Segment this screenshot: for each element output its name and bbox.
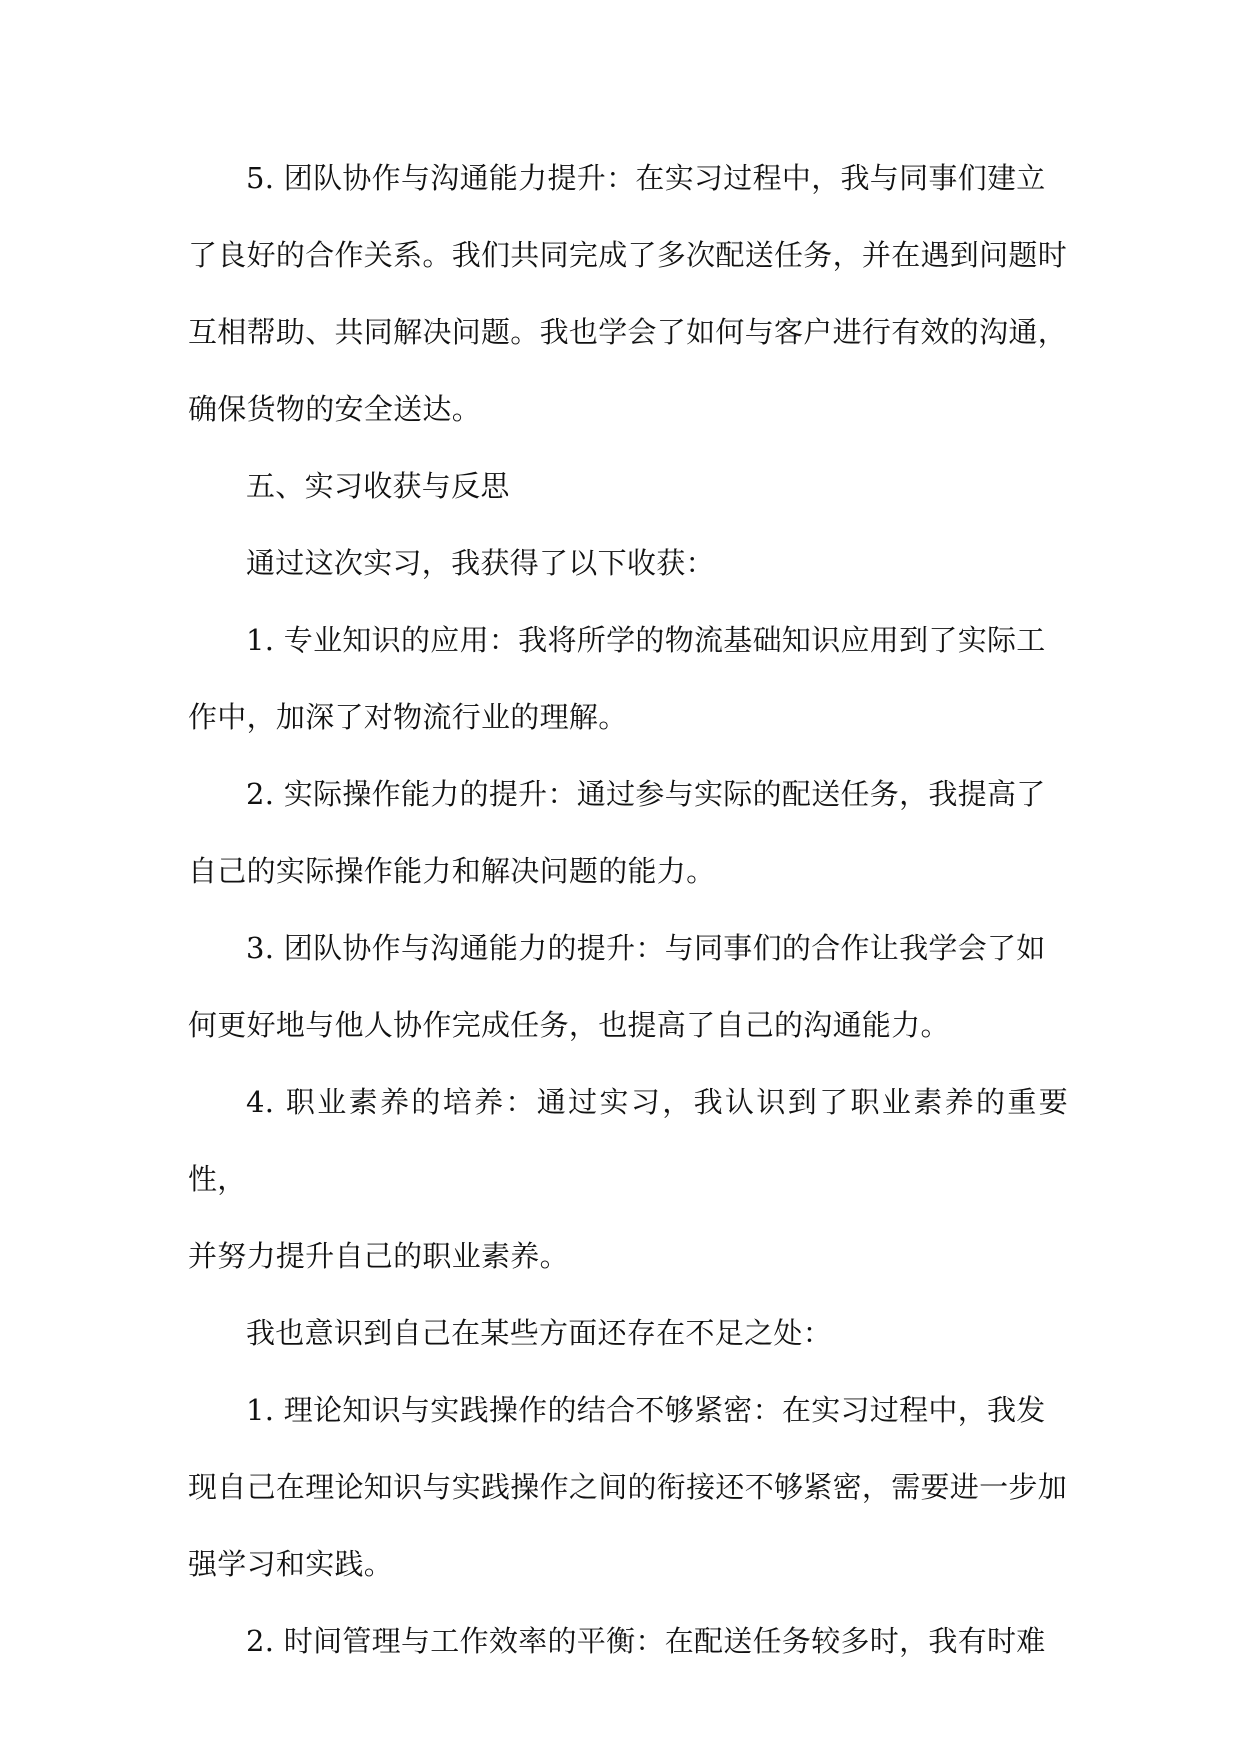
paragraph-line: 自己的实际操作能力和解决问题的能力。	[188, 854, 716, 888]
paragraph-line: 4. 职业素养的培养：通过实习，我认识到了职业素养的重要性，	[188, 1085, 1068, 1196]
section-heading-text: 五、实习收获与反思	[246, 469, 510, 503]
paragraph-line: 现自己在理论知识与实践操作之间的衔接还不够紧密，需要进一步加	[188, 1470, 1068, 1504]
paragraph-line: 3. 团队协作与沟通能力的提升：与同事们的合作让我学会了如	[246, 931, 1046, 965]
section-heading-gains-reflection	[188, 448, 1068, 525]
paragraph-line: 2. 实际操作能力的提升：通过参与实际的配送任务，我提高了	[246, 777, 1046, 811]
paragraph-line: 确保货物的安全送达。	[188, 392, 482, 426]
paragraph-line: 1. 专业知识的应用：我将所学的物流基础知识应用到了实际工	[246, 623, 1046, 657]
paragraph-line: 何更好地与他人协作完成任务，也提高了自己的沟通能力。	[188, 1008, 950, 1042]
paragraph-line: 强学习和实践。	[188, 1547, 394, 1581]
paragraph-shortcoming-time-management	[188, 1603, 1068, 1680]
paragraph-shortcoming-theory-practice	[188, 1372, 1068, 1603]
paragraph-gain-professional-knowledge	[188, 602, 1068, 756]
paragraph-line: 通过这次实习，我获得了以下收获：	[246, 546, 715, 580]
paragraph-gain-professionalism	[188, 1064, 1068, 1295]
paragraph-line: 我也意识到自己在某些方面还存在不足之处：	[246, 1316, 833, 1350]
paragraph-line: 2. 时间管理与工作效率的平衡：在配送任务较多时，我有时难	[246, 1624, 1046, 1658]
paragraph-gain-practical-skills	[188, 756, 1068, 910]
paragraph-gains-intro	[188, 525, 1068, 602]
paragraph-teamwork-communication	[188, 140, 1068, 448]
paragraph-line: 1. 理论知识与实践操作的结合不够紧密：在实习过程中，我发	[246, 1393, 1046, 1427]
paragraph-line: 5. 团队协作与沟通能力提升：在实习过程中，我与同事们建立	[246, 161, 1046, 195]
paragraph-line: 并努力提升自己的职业素养。	[188, 1239, 569, 1273]
paragraph-line: 互相帮助、共同解决问题。我也学会了如何与客户进行有效的沟通，	[188, 315, 1068, 349]
paragraph-line: 了良好的合作关系。我们共同完成了多次配送任务，并在遇到问题时	[188, 238, 1068, 272]
paragraph-gain-teamwork	[188, 910, 1068, 1064]
paragraph-line: 作中，加深了对物流行业的理解。	[188, 700, 628, 734]
document-body	[188, 140, 1068, 1680]
paragraph-shortcomings-intro	[188, 1295, 1068, 1372]
